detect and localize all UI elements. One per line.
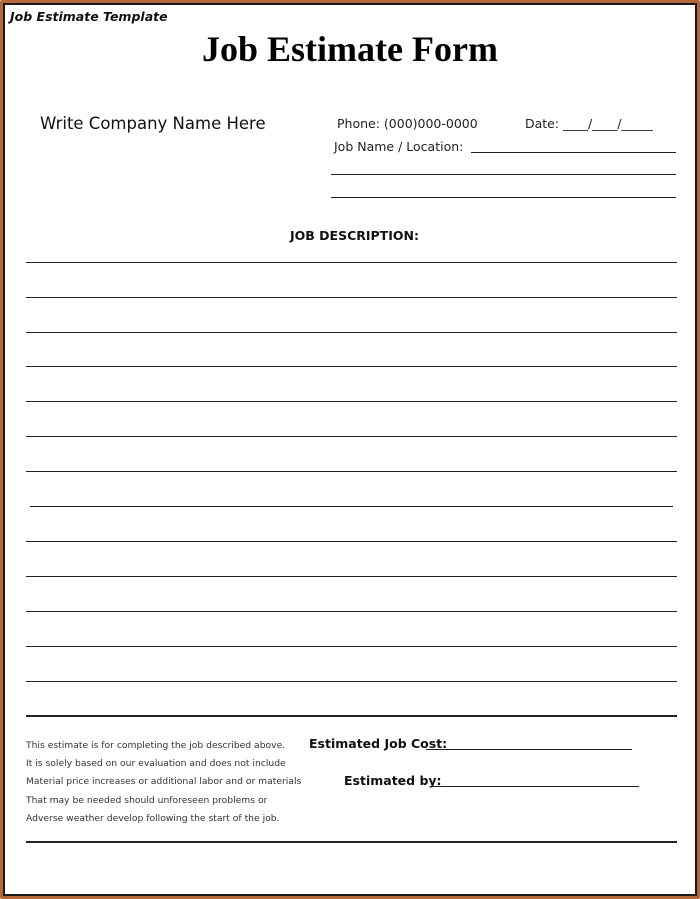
estimated-by-field[interactable] — [430, 786, 639, 787]
description-line[interactable] — [26, 541, 677, 542]
description-line[interactable] — [26, 401, 677, 402]
form-title: Job Estimate Form — [202, 29, 498, 69]
description-line[interactable] — [26, 576, 677, 577]
disclaimer-line: That may be needed should unforeseen problems or — [26, 794, 268, 806]
disclaimer-line: It is solely based on our evaluation and does not include — [26, 758, 286, 770]
job-location-line-2[interactable] — [331, 197, 676, 198]
section-divider — [26, 715, 677, 717]
date-field[interactable]: Date: ____/____/_____ — [525, 116, 653, 131]
company-name-field[interactable]: Write Company Name Here — [40, 114, 266, 133]
description-line[interactable] — [26, 611, 677, 612]
template-label: Job Estimate Template — [10, 9, 168, 24]
job-location-line-1[interactable] — [331, 174, 676, 175]
disclaimer-line: Material price increases or additional labor and or materials — [26, 776, 302, 788]
job-name-line[interactable] — [471, 152, 676, 153]
description-line[interactable] — [26, 297, 677, 298]
estimated-cost-field[interactable] — [426, 749, 632, 750]
description-line[interactable] — [26, 681, 677, 682]
description-line[interactable] — [26, 471, 677, 472]
description-line[interactable] — [30, 506, 673, 507]
estimated-cost-label: Estimated Job Cost: — [309, 736, 448, 751]
disclaimer-text — [26, 737, 301, 828]
disclaimer-line: Adverse weather develop following the start of the job. — [26, 812, 280, 824]
bottom-rule — [26, 841, 677, 843]
job-name-label: Job Name / Location: — [334, 139, 464, 154]
description-line[interactable] — [26, 436, 677, 437]
job-description-heading: JOB DESCRIPTION: — [290, 228, 419, 243]
description-line[interactable] — [26, 646, 677, 647]
estimated-by-label: Estimated by: — [344, 773, 442, 788]
disclaimer-line: This estimate is for completing the job described above. — [26, 740, 286, 751]
description-line[interactable] — [26, 332, 677, 333]
description-line[interactable] — [26, 262, 677, 263]
phone-field[interactable]: Phone: (000)000-0000 — [337, 116, 478, 131]
description-line[interactable] — [26, 366, 677, 367]
